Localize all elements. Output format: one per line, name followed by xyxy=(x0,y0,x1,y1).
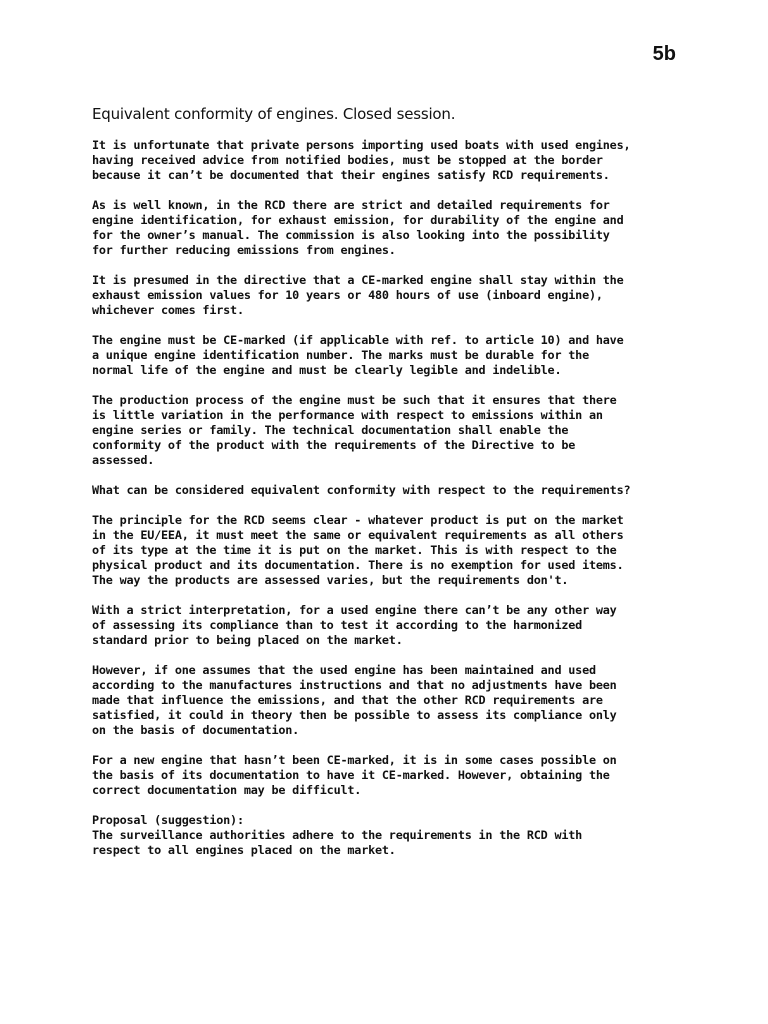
paragraph-used-engine-documentation: However, if one assumes that the used engine has been maintained and used according to the manufactures instructions and that no adjustments have been made that influence the emissions, and that the other RCD requirements are satisfied, it could in theory then be possible to assess its compliance only on the basis of documentation. xyxy=(92,663,617,737)
paragraph-emission-durability: It is presumed in the directive that a CE-marked engine shall stay within the exhaust emission values for 10 years or 480 hours of use (inboard engine), whichever comes first. xyxy=(92,273,624,317)
proposal-section: Proposal (suggestion): The surveillance authorities adhere to the requirements in the RCD with respect to all engines placed on the market. xyxy=(92,813,583,857)
document-heading: Equivalent conformity of engines. Closed session. xyxy=(92,105,456,123)
paragraph-private-imports: It is unfortunate that private persons importing used boats with used engines, having received advice from notified bodies, must be stopped at the border because it can’t be documented that their engines satisfy RCD requirements. xyxy=(92,138,631,182)
paragraph-strict-interpretation: With a strict interpretation, for a used engine there can’t be any other way of assessing its compliance than to test it according to the harmonized standard prior to being placed on the market. xyxy=(92,603,617,647)
paragraph-rcd-principle: The principle for the RCD seems clear - whatever product is put on the market in the EU/EEA, it must meet the same or equivalent requirements as all others of its type at the time it is put on the market. This is with respect to the physical product and its documentation. There is no exemption for used items. The way the products are assessed varies, but the requirements don't. xyxy=(92,513,624,587)
page-number: 5b xyxy=(652,43,676,65)
paragraph-question: What can be considered equivalent conformity with respect to the requirements? xyxy=(92,483,631,497)
paragraph-ce-marking: The engine must be CE-marked (if applicable with ref. to article 10) and have a unique engine identification number. The marks must be durable for the normal life of the engine and must be clearly legible and indelible. xyxy=(92,333,624,377)
paragraph-new-engine: For a new engine that hasn’t been CE-marked, it is in some cases possible on the basis of its documentation to have it CE-marked. However, obtaining the correct documentation may be difficult. xyxy=(92,753,617,797)
paragraph-production-process: The production process of the engine must be such that it ensures that there is little variation in the performance with respect to emissions within an engine series or family. The technical documentation shall enable the conformity of the product with the requirements of the Directive to be assessed. xyxy=(92,393,617,467)
document-body xyxy=(92,138,692,873)
paragraph-rcd-requirements: As is well known, in the RCD there are strict and detailed requirements for engine identification, for exhaust emission, for durability of the engine and for the owner’s manual. The commission is also looking into the possibility for further reducing emissions from engines. xyxy=(92,198,624,257)
